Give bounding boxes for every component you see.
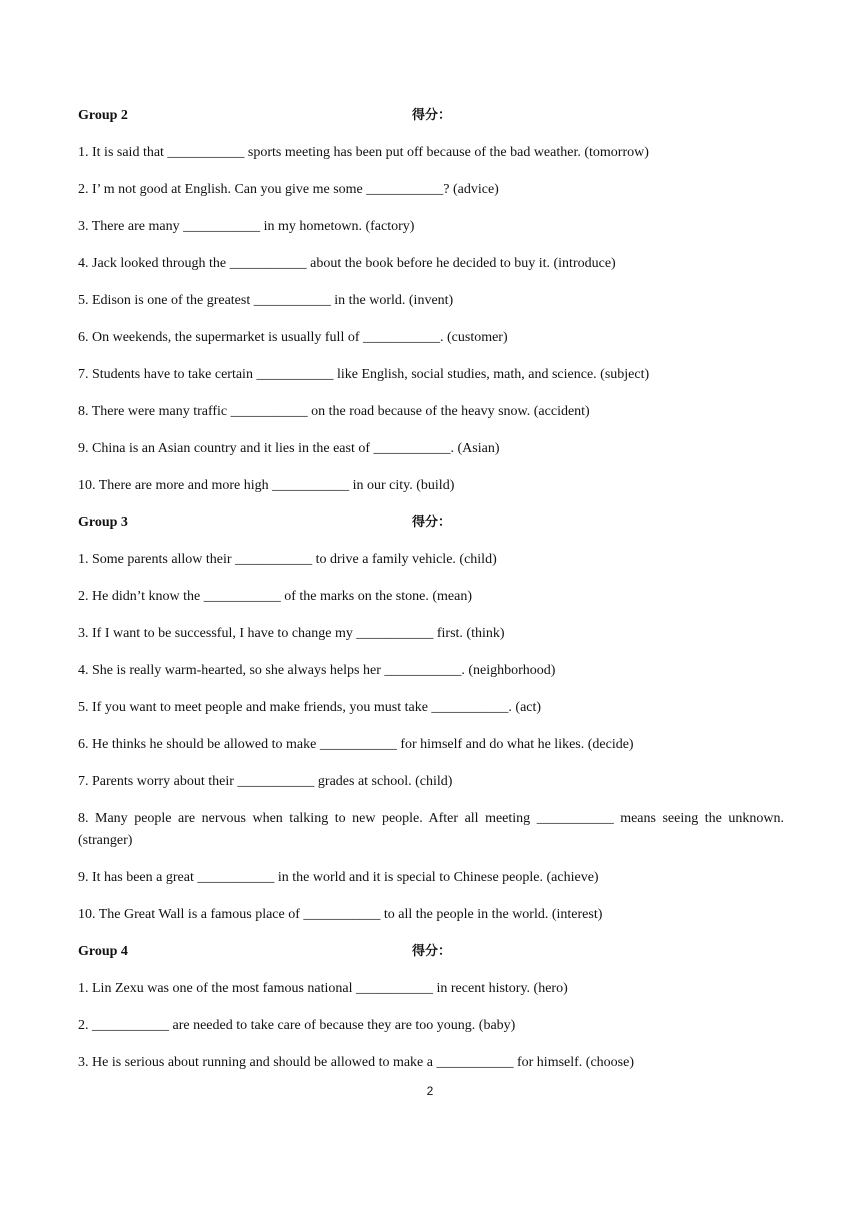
question-item: 9. China is an Asian country and it lies in the east of ___________. (Asian) [78,441,500,456]
question-item: 5. If you want to meet people and make friends, you must take ___________. (act) [78,700,542,715]
group-4-header [78,942,784,962]
question-item: 8. There were many traffic ___________ on the road because of the heavy snow. (accident) [78,404,590,419]
question-item: 1. Lin Zexu was one of the most famous national ___________ in recent history. (hero) [78,981,568,996]
page-number: 2 [426,1084,434,1098]
question-item: 2. I’ m not good at English. Can you give me some ___________? (advice) [78,182,499,197]
question-item: 2. ___________ are needed to take care of because they are too young. (baby) [78,1018,516,1033]
group-2-header [78,106,784,126]
question-item: 7. Parents worry about their ___________ grades at school. (child) [78,774,453,789]
question-item: 1. Some parents allow their ___________ to drive a family vehicle. (child) [78,552,497,567]
question-item: 5. Edison is one of the greatest ___________ in the world. (invent) [78,293,454,308]
score-label: 得分： [412,108,452,123]
question-item: 6. On weekends, the supermarket is usually full of ___________. (customer) [78,330,508,345]
question-item: 3. There are many ___________ in my hometown. (factory) [78,219,415,234]
question-item: 10. The Great Wall is a famous place of ___________ to all the people in the world. (interest) [78,907,603,922]
question-item: 3. He is serious about running and should be allowed to make a ___________ for himself. (choose) [78,1055,635,1070]
group-3-header [78,513,784,533]
score-label: 得分： [412,944,452,959]
group-title: Group 3 [78,515,128,530]
question-item: 2. He didn’t know the ___________ of the marks on the stone. (mean) [78,589,473,604]
group-title: Group 4 [78,944,128,959]
question-item: 4. Jack looked through the ___________ about the book before he decided to buy it. (introduce) [78,256,616,271]
question-item: 9. It has been a great ___________ in the world and it is special to Chinese people. (achieve) [78,870,599,885]
question-item: 3. If I want to be successful, I have to change my ___________ first. (think) [78,626,505,641]
question-item: 8. Many people are nervous when talking to new people. After all meeting ___________ means seeing the unknown. (stranger) [78,811,784,848]
question-item: 7. Students have to take certain ___________ like English, social studies, math, and science. (subject) [78,367,650,382]
question-item: 6. He thinks he should be allowed to make ___________ for himself and do what he likes. (decide) [78,737,634,752]
question-item: 1. It is said that ___________ sports meeting has been put off because of the bad weather. (tomorrow) [78,145,649,160]
question-item: 10. There are more and more high ___________ in our city. (build) [78,478,455,493]
group-title: Group 2 [78,108,128,123]
question-item: 4. She is really warm-hearted, so she always helps her ___________. (neighborhood) [78,663,556,678]
score-label: 得分： [412,515,452,530]
